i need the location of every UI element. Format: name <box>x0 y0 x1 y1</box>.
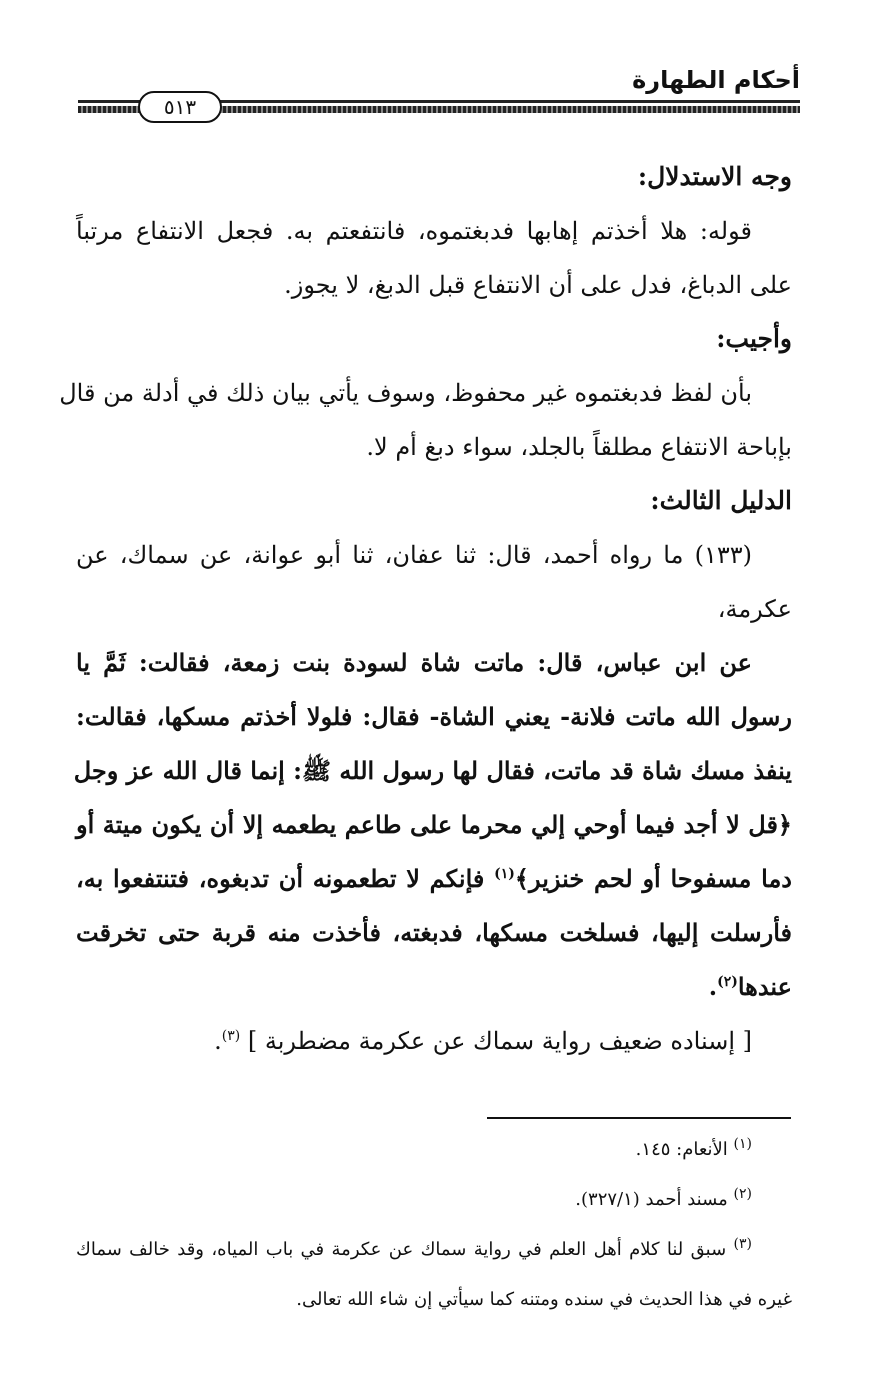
footnote-number: (٢) <box>733 1186 752 1202</box>
hadith-text: فإنكم لا تطعمونه أن تدبغوه، فتنتفعوا به، <box>76 864 495 893</box>
grade-text: [ إسناده ضعيف رواية سماك عن عكرمة مضطربة ] <box>247 1027 752 1055</box>
page-number: ٥١٣ <box>163 95 197 119</box>
hadith-line: ﴿قل لا أجد فيما أوحي إلي محرما على طاعم يطعمه إلا أن يكون ميتة أو <box>76 810 792 839</box>
page-header <box>78 58 800 128</box>
hadith-text: دما مسفوحا أو لحم خنزير﴾ <box>514 864 792 893</box>
paragraph-line: قوله: هلا أخذتم إهابها فدبغتموه، فانتفعتم به. فجعل الانتفاع مرتباً <box>76 217 752 245</box>
heading-third-evidence: الدليل الثالث: <box>650 486 792 515</box>
footnote-text: سبق لنا كلام أهل العلم في رواية سماك عن عكرمة في باب المياه، وقد خالف سماك <box>76 1239 734 1260</box>
footnote-number: (٣) <box>733 1236 752 1252</box>
footnote-ref[interactable]: (١) <box>494 866 515 882</box>
hadith-line: عن ابن عباس، قال: ماتت شاة لسودة بنت زمعة، فقالت: ثَمَّ يا <box>76 648 752 677</box>
running-title: أحكام الطهارة <box>632 66 800 94</box>
paragraph-line: بإباحة الانتفاع مطلقاً بالجلد، سواء دبغ أم لا. <box>366 433 792 461</box>
heading-istidlal: وجه الاستدلال: <box>637 162 792 191</box>
footnote-text: الأنعام: ١٤٥. <box>635 1139 734 1160</box>
footnote-2 <box>76 1175 792 1225</box>
footnote-ref[interactable]: (٢) <box>717 974 738 990</box>
hadith-line <box>76 852 792 906</box>
hadith-line: ينفذ مسك شاة قد ماتت، فقال لها رسول الله ﷺ: إنما قال الله عز وجل <box>73 756 792 785</box>
page-body <box>59 150 792 1068</box>
paragraph-line: (١٣٣) ما رواه أحمد، قال: ثنا عفان، ثنا أبو عوانة، عن سماك، عن <box>76 541 752 569</box>
hadith-line: فأرسلت إليها، فسلخت مسكها، فدبغته، فأخذت منه قربة حتى تخرقت <box>76 918 792 947</box>
footnote-separator <box>487 1117 791 1119</box>
footnotes <box>76 1125 792 1325</box>
footnote-1 <box>76 1125 792 1175</box>
paragraph-line: عكرمة، <box>717 595 792 623</box>
paragraph-line: بأن لفظ فدبغتموه غير محفوظ، وسوف يأتي بيان ذلك في أدلة من قال <box>59 379 752 407</box>
hadith-line: رسول الله ماتت فلانة- يعني الشاة- فقال: فلولا أخذتم مسكها، فقالت: <box>76 702 792 731</box>
page-number-badge <box>138 91 222 123</box>
footnote-text: مسند أحمد (٣٢٧/١). <box>575 1189 734 1210</box>
footnote-3 <box>76 1225 792 1275</box>
hadith-text: عندها <box>737 972 792 1001</box>
footnote-number: (١) <box>733 1136 752 1152</box>
footnote-ref[interactable]: (٣) <box>221 1028 241 1044</box>
hadith-text: . <box>708 972 718 1001</box>
grade-text: . <box>214 1027 222 1055</box>
footnote-3-continued: غيره في هذا الحديث في سنده ومتنه كما سيأتي إن شاء الله تعالى. <box>296 1289 792 1310</box>
paragraph-line: على الدباغ، فدل على أن الانتفاع قبل الدبغ، لا يجوز. <box>284 271 792 299</box>
heading-ujib: وأجيب: <box>716 324 792 353</box>
hadith-line <box>76 960 792 1014</box>
isnad-grade <box>76 1014 792 1068</box>
